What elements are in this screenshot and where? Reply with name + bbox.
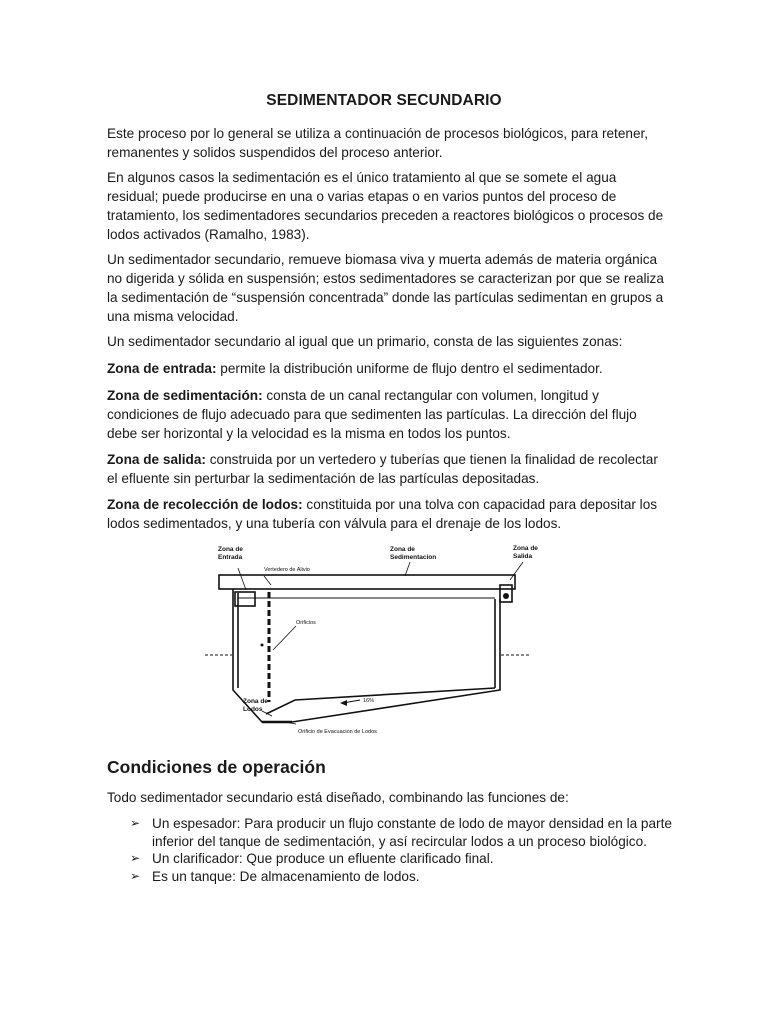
label-vertedero: Vertedero de Alivio	[264, 567, 310, 573]
list-item	[130, 850, 675, 868]
zone-label: Zona de recolección de lodos:	[107, 497, 303, 512]
label-zona-lodos-2: Lodos	[243, 706, 263, 713]
list-item	[130, 815, 675, 850]
zone-label: Zona de entrada:	[107, 361, 217, 376]
paragraph-removal: Un sedimentador secundario, remueve biomasa viva y muerta además de materia orgánica no digerida y sólida en suspensión; estos sedimentadores se caracterizan por que se realiza la sedimentación de “suspensión concentrada” donde las partículas sedimentan en grupos a una misma velocidad.	[107, 252, 664, 324]
list-item	[130, 868, 675, 886]
paragraph-zones-intro: Un sedimentador secundario al igual que un primario, consta de las siguientes zonas:	[107, 334, 623, 349]
label-zona-sed-1: Zona de	[390, 546, 415, 553]
section-intro: Todo sedimentador secundario está diseñado, combinando las funciones de:	[107, 790, 569, 805]
outlet-pipe	[503, 593, 509, 599]
arrowhead-bullet-icon: ➢	[130, 868, 141, 883]
label-orificios: Orificios	[296, 620, 316, 626]
list-item-text: Un espesador: Para producir un flujo constante de lodo de mayor densidad en la parte inferior del tanque de sedimentación, y así recircular lodos a un proceso biológico.	[152, 816, 672, 849]
label-pendiente: 16%	[363, 698, 375, 704]
section-heading: Condiciones de operación	[107, 757, 326, 777]
label-zona-entrada-1: Zona de	[218, 546, 243, 553]
top-slab	[219, 575, 515, 589]
zone-text: permite la distribución uniforme de flujo dentro el sedimentador.	[216, 361, 603, 376]
paragraph-cases: En algunos casos la sedimentación es el único tratamiento al que se somete el agua residual; puede producirse en una o varias etapas o en varios puntos del proceso de tratamiento, los sedimentadores secundarios preceden a reactores biológicos o procesos de lodos activados (Ramalho, 1983).	[107, 170, 664, 242]
label-zona-salida-2: Salida	[513, 553, 533, 560]
label-zona-entrada-2: Entrada	[218, 554, 243, 561]
zone-label: Zona de salida:	[107, 452, 206, 467]
arrowhead-bullet-icon: ➢	[130, 816, 141, 830]
list-item-text: Es un tanque: De almacenamiento de lodos.	[152, 868, 420, 884]
zone-text: construida por un vertedero y tuberías que tienen la finalidad de recolectar el efluente sin perturbar la sedimentación de las partículas depositadas.	[107, 452, 658, 486]
zone-label: Zona de sedimentación:	[107, 388, 263, 403]
label-zona-salida-1: Zona de	[513, 545, 538, 552]
label-zona-lodos-1: Zona de	[243, 698, 268, 705]
zone-text: constituida por una tolva con capacidad para depositar los lodos sedimentados, y una tubería con válvula para el drenaje de los lodos.	[107, 497, 658, 531]
list-item-text: Un clarificador: Que produce un efluente clarificado final.	[152, 851, 494, 867]
page-title: SEDIMENTADOR SECUNDARIO	[266, 92, 502, 109]
label-orificio-evacuacion: Orificio de Evacuacion de Lodos	[298, 729, 377, 735]
zone-text: consta de un canal rectangular con volumen, longitud y condiciones de flujo adecuado para que sedimenten las partículas. La dirección del flujo debe ser horizontal y la velocidad es la misma en todos los puntos.	[107, 388, 637, 441]
bullet-list	[130, 815, 675, 885]
arrowhead-bullet-icon: ➢	[130, 851, 141, 866]
label-zona-sed-2: Sedimentacion	[390, 554, 437, 561]
paragraph-intro: Este proceso por lo general se utiliza a continuación de procesos biológicos, para retener, remanentes y solidos suspendidos del proceso anterior.	[107, 126, 649, 160]
